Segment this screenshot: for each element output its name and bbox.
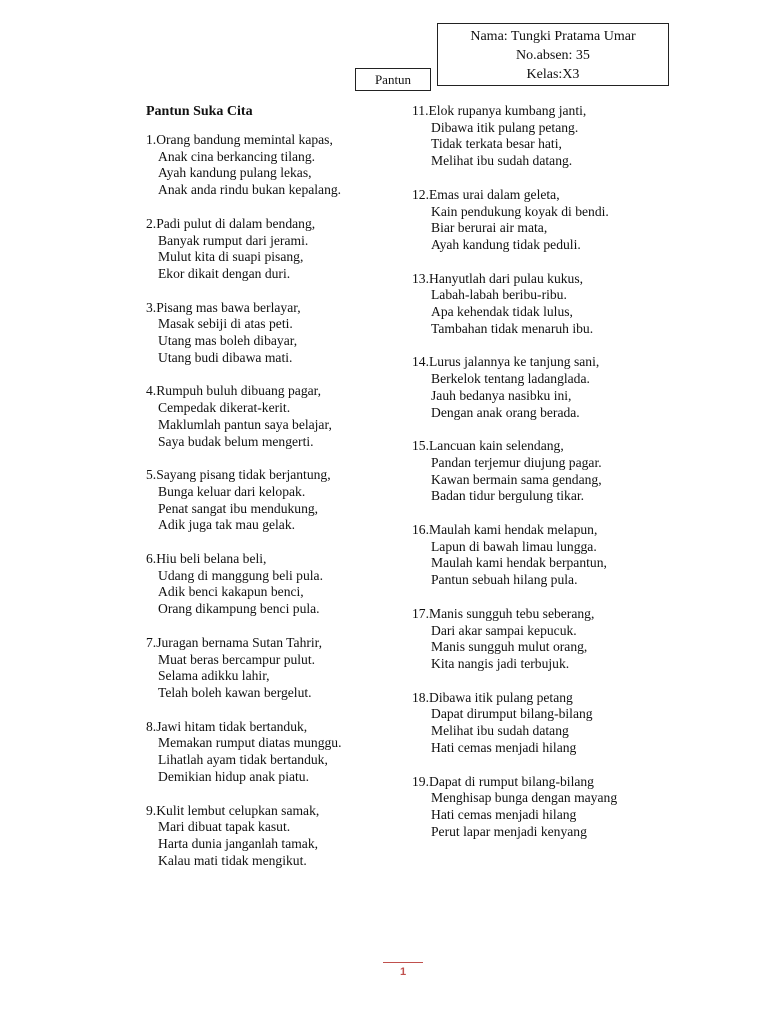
- pantun-line: [412, 388, 652, 405]
- pantun-line: [412, 706, 652, 723]
- pantun-line: [412, 354, 652, 371]
- left-column: [146, 132, 386, 886]
- pantun-line: [146, 216, 386, 233]
- line-text: Orang bandung memintal kapas,: [156, 132, 333, 147]
- pantun-line: [146, 635, 386, 652]
- line-text: Badan tidur bergulung tikar.: [431, 488, 585, 504]
- line-text: Dibawa itik pulang petang: [429, 689, 573, 705]
- pantun-line: [412, 371, 652, 388]
- line-text: Hati cemas menjadi hilang: [431, 739, 577, 755]
- pantun-line: [146, 434, 386, 451]
- pantun-stanza: [146, 300, 386, 367]
- line-text: Saya budak belum mengerti.: [158, 433, 314, 449]
- line-text: Dapat di rumput bilang-bilang: [429, 773, 594, 789]
- pantun-line: [412, 204, 652, 221]
- line-text: Cempedak dikerat-kerit.: [158, 400, 291, 416]
- pantun-line: [412, 287, 652, 304]
- pantun-line: [146, 568, 386, 585]
- line-text: Adik benci kakapun benci,: [158, 584, 304, 600]
- line-text: Pantun sebuah hilang pula.: [431, 572, 578, 588]
- line-text: Dibawa itik pulang petang.: [431, 119, 579, 135]
- pantun-line: [412, 555, 652, 572]
- pantun-line: [412, 639, 652, 656]
- pantun-line: [412, 522, 652, 539]
- pantun-line: [412, 153, 652, 170]
- stanza-number: 6.: [146, 551, 157, 567]
- pantun-line: [146, 836, 386, 853]
- pantun-line: [412, 740, 652, 757]
- pantun-stanza: [412, 187, 652, 254]
- pantun-line: [146, 233, 386, 250]
- pantun-line: [146, 668, 386, 685]
- line-text: Anak cina berkancing tilang.: [158, 148, 316, 164]
- line-text: Hati cemas menjadi hilang: [431, 806, 577, 822]
- stanza-number: 7.: [146, 634, 157, 650]
- line-text: Manis sungguh tebu seberang,: [429, 605, 595, 621]
- pantun-line: [146, 517, 386, 534]
- line-text: Dari akar sampai kepucuk.: [431, 622, 577, 638]
- line-text: Tidak terkata besar hati,: [431, 136, 562, 152]
- pantun-stanza: [146, 216, 386, 283]
- pantun-line: [146, 853, 386, 870]
- line-text: Berkelok tentang ladanglada.: [431, 371, 590, 387]
- pantun-stanza: [146, 467, 386, 534]
- pantun-line: [146, 601, 386, 618]
- line-text: Ayah kandung pulang lekas,: [158, 165, 312, 181]
- pantun-line: [412, 271, 652, 288]
- line-text: Lurus jalannya ke tanjung sani,: [429, 354, 600, 370]
- pantun-stanza: [412, 438, 652, 505]
- footer-divider: [383, 962, 423, 963]
- stanza-number: 16.: [412, 522, 429, 538]
- line-text: Bunga keluar dari kelopak.: [158, 483, 306, 499]
- pantun-line: [146, 350, 386, 367]
- right-column: [412, 103, 652, 857]
- pantun-line: [146, 551, 386, 568]
- student-class: Kelas:X3: [526, 67, 580, 82]
- pantun-line: [146, 417, 386, 434]
- pantun-line: [412, 187, 652, 204]
- line-text: Melihat ibu sudah datang.: [431, 153, 573, 169]
- pantun-stanza: [146, 383, 386, 450]
- line-text: Biar berurai air mata,: [431, 220, 548, 236]
- pantun-stanza: [146, 803, 386, 870]
- pantun-stanza: [412, 103, 652, 170]
- line-text: Memakan rumput diatas munggu.: [158, 735, 342, 751]
- pantun-line: [146, 685, 386, 702]
- line-text: Utang mas boleh dibayar,: [158, 333, 298, 349]
- pantun-line: [412, 572, 652, 589]
- student-name: Nama: Tungki Pratama Umar: [470, 29, 636, 44]
- stanza-number: 13.: [412, 270, 429, 286]
- pantun-line: [412, 539, 652, 556]
- line-text: Perut lapar menjadi kenyang: [431, 823, 587, 839]
- pantun-line: [412, 304, 652, 321]
- pantun-line: [146, 316, 386, 333]
- line-text: Melihat ibu sudah datang: [431, 723, 569, 739]
- identity-box: [437, 23, 669, 86]
- stanza-number: 2.: [146, 215, 157, 231]
- pantun-line: [412, 405, 652, 422]
- pantun-line: [412, 790, 652, 807]
- stanza-number: 15.: [412, 438, 429, 454]
- pantun-line: [146, 752, 386, 769]
- pantun-line: [146, 165, 386, 182]
- pantun-line: [146, 149, 386, 166]
- pantun-line: [146, 467, 386, 484]
- line-text: Padi pulut di dalam bendang,: [156, 215, 316, 231]
- line-text: Juragan bernama Sutan Tahrir,: [156, 634, 323, 650]
- line-text: Elok rupanya kumbang janti,: [428, 103, 587, 118]
- pantun-line: [412, 220, 652, 237]
- line-text: Orang dikampung benci pula.: [158, 601, 320, 617]
- line-text: Mulut kita di suapi pisang,: [158, 249, 304, 265]
- stanza-number: 12.: [412, 186, 429, 202]
- pantun-line: [412, 656, 652, 673]
- pantun-line: [146, 400, 386, 417]
- stanza-number: 14.: [412, 354, 429, 370]
- line-text: Menghisap bunga dengan mayang: [431, 790, 618, 806]
- pantun-line: [146, 182, 386, 199]
- student-absen: No.absen: 35: [516, 48, 590, 63]
- line-text: Utang budi dibawa mati.: [158, 349, 293, 365]
- line-text: Maulah kami hendak melapun,: [429, 522, 598, 538]
- pantun-line: [412, 120, 652, 137]
- stanza-number: 8.: [146, 718, 157, 734]
- pantun-line: [146, 132, 386, 149]
- pantun-line: [412, 807, 652, 824]
- line-text: Telah boleh kawan bergelut.: [158, 684, 312, 700]
- stanza-number: 17.: [412, 605, 429, 621]
- stanza-number: 9.: [146, 802, 157, 818]
- pantun-line: [146, 735, 386, 752]
- line-text: Anak anda rindu bukan kepalang.: [158, 182, 342, 198]
- pantun-line: [412, 824, 652, 841]
- page-number: 1: [399, 966, 407, 978]
- pantun-line: [146, 383, 386, 400]
- stanza-number: 1.: [146, 132, 157, 147]
- line-text: Harta dunia janganlah tamak,: [158, 835, 319, 851]
- line-text: Lapun di bawah limau lungga.: [431, 538, 597, 554]
- pantun-line: [146, 266, 386, 283]
- pantun-stanza: [146, 132, 386, 199]
- line-text: Masak sebiji di atas peti.: [158, 316, 293, 332]
- line-text: Hiu beli belana beli,: [156, 551, 267, 567]
- pantun-line: [412, 488, 652, 505]
- pantun-line: [412, 723, 652, 740]
- line-text: Apa kehendak tidak lulus,: [431, 304, 573, 320]
- pantun-line: [412, 103, 652, 120]
- pantun-stanza: [412, 522, 652, 589]
- line-text: Kulit lembut celupkan samak,: [156, 802, 320, 818]
- pantun-stanza: [412, 774, 652, 841]
- pantun-line: [146, 819, 386, 836]
- line-text: Kita nangis jadi terbujuk.: [431, 655, 570, 671]
- stanza-number: 5.: [146, 467, 157, 483]
- line-text: Dapat dirumput bilang-bilang: [431, 706, 593, 722]
- line-text: Labah-labah beribu-ribu.: [431, 287, 567, 303]
- line-text: Tambahan tidak menaruh ibu.: [431, 320, 594, 336]
- pantun-line: [146, 584, 386, 601]
- line-text: Jauh bedanya nasibku ini,: [431, 387, 572, 403]
- pantun-line: [146, 769, 386, 786]
- stanza-number: 11.: [412, 103, 429, 118]
- line-text: Penat sangat ibu mendukung,: [158, 500, 319, 516]
- pantun-stanza: [146, 551, 386, 618]
- line-text: Hanyutlah dari pulau kukus,: [429, 270, 584, 286]
- pantun-line: [146, 719, 386, 736]
- pantun-line: [412, 472, 652, 489]
- line-text: Mari dibuat tapak kasut.: [158, 819, 291, 835]
- section-label: Pantun: [355, 68, 431, 91]
- line-text: Pisang mas bawa berlayar,: [156, 299, 301, 315]
- pantun-line: [412, 321, 652, 338]
- line-text: Selama adikku lahir,: [158, 668, 270, 684]
- line-text: Adik juga tak mau gelak.: [158, 517, 296, 533]
- line-text: Jawi hitam tidak bertanduk,: [156, 718, 308, 734]
- pantun-line: [146, 501, 386, 518]
- line-text: Maklumlah pantun saya belajar,: [158, 416, 332, 432]
- pantun-line: [146, 652, 386, 669]
- line-text: Manis sungguh mulut orang,: [431, 639, 588, 655]
- line-text: Muat beras bercampur pulut.: [158, 651, 316, 667]
- pantun-line: [412, 237, 652, 254]
- pantun-stanza: [412, 271, 652, 338]
- pantun-line: [146, 333, 386, 350]
- line-text: Kalau mati tidak mengikut.: [158, 852, 307, 868]
- line-text: Ekor dikait dengan duri.: [158, 265, 291, 281]
- line-text: Pandan terjemur diujung pagar.: [431, 454, 602, 470]
- line-text: Rumpuh buluh dibuang pagar,: [156, 383, 322, 399]
- pantun-line: [412, 455, 652, 472]
- stanza-number: 3.: [146, 299, 157, 315]
- line-text: Dengan anak orang berada.: [431, 404, 580, 420]
- line-text: Sayang pisang tidak berjantung,: [156, 467, 331, 483]
- pantun-line: [412, 623, 652, 640]
- pantun-line: [146, 484, 386, 501]
- pantun-stanza: [146, 719, 386, 786]
- pantun-line: [412, 136, 652, 153]
- line-text: Kain pendukung koyak di bendi.: [431, 203, 609, 219]
- page-title: Pantun Suka Cita: [146, 104, 253, 119]
- stanza-number: 18.: [412, 689, 429, 705]
- pantun-line: [146, 300, 386, 317]
- pantun-stanza: [412, 690, 652, 757]
- pantun-line: [412, 438, 652, 455]
- pantun-line: [412, 606, 652, 623]
- line-text: Ayah kandung tidak peduli.: [431, 236, 581, 252]
- pantun-stanza: [146, 635, 386, 702]
- pantun-line: [412, 774, 652, 791]
- line-text: Lancuan kain selendang,: [429, 438, 564, 454]
- pantun-line: [146, 803, 386, 820]
- line-text: Banyak rumput dari jerami.: [158, 232, 309, 248]
- line-text: Lihatlah ayam tidak bertanduk,: [158, 752, 328, 768]
- line-text: Emas urai dalam geleta,: [429, 186, 560, 202]
- pantun-line: [412, 690, 652, 707]
- line-text: Kawan bermain sama gendang,: [431, 471, 602, 487]
- stanza-number: 4.: [146, 383, 157, 399]
- stanza-number: 19.: [412, 773, 429, 789]
- pantun-line: [146, 249, 386, 266]
- line-text: Udang di manggung beli pula.: [158, 567, 323, 583]
- line-text: Demikian hidup anak piatu.: [158, 768, 310, 784]
- pantun-stanza: [412, 354, 652, 421]
- pantun-stanza: [412, 606, 652, 673]
- line-text: Maulah kami hendak berpantun,: [431, 555, 607, 571]
